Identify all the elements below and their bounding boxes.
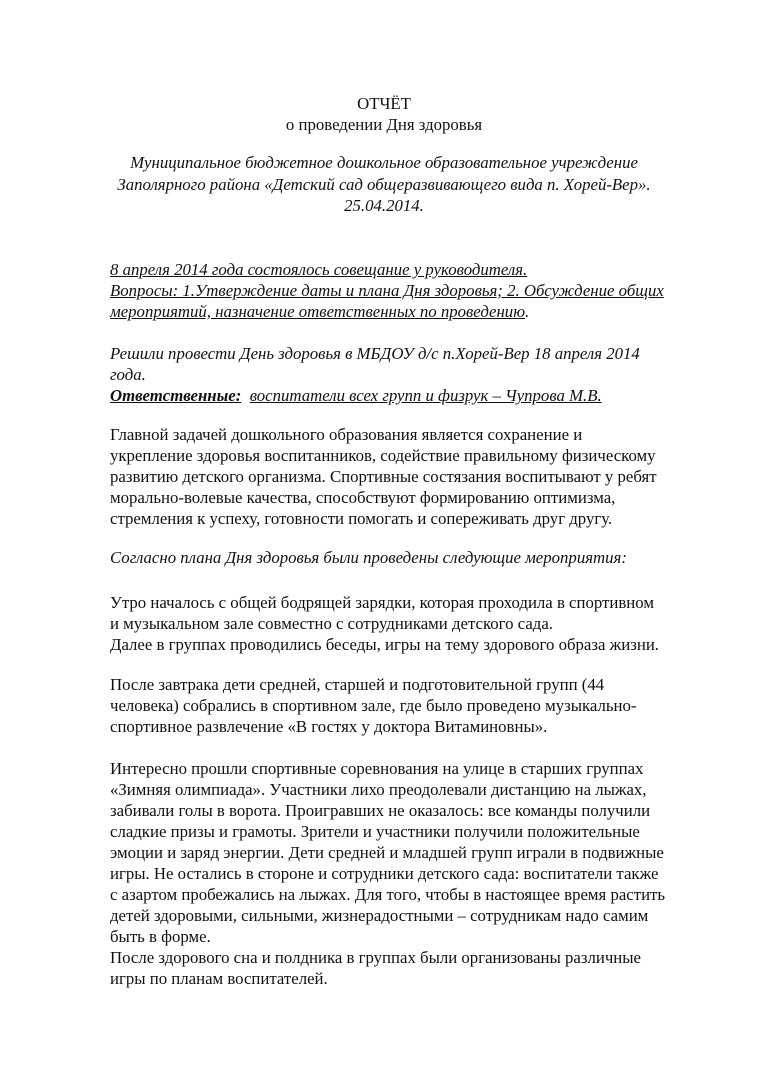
competitions-line-4: сладкие призы и грамоты. Зрители и участники получили положительные: [110, 822, 640, 841]
meeting-line-3-text: мероприятий, назначение ответственных по проведению: [110, 302, 526, 321]
decision-line-1: Решили провести День здоровья в МБДОУ д/с п.Хорей-Вер 18 апреля 2014: [110, 344, 640, 363]
goal-line-3: развитию детского организма. Спортивные состязания воспитывают у ребят: [110, 467, 657, 486]
competitions-line-3: забивали голы в ворота. Проигравших не оказалось: все команды получили: [110, 801, 651, 820]
organization-line-2: Заполярного района «Детский сад общеразвивающего вида п. Хорей-Вер».: [117, 175, 651, 194]
competitions-line-2: «Зимняя олимпиада». Участники лихо преодолевали дистанцию на лыжах,: [110, 780, 647, 799]
competitions-line-9: быть в форме.: [110, 927, 211, 946]
goal-line-5: стремления к успеху, готовности помогать и сопереживать друг другу.: [110, 509, 613, 528]
morning-line-1: Утро началось с общей бодрящей зарядки, которая проходила в спортивном: [110, 593, 654, 612]
report-date: 25.04.2014.: [344, 196, 424, 215]
breakfast-line-3: спортивное развлечение «В гостях у доктора Витаминовны».: [110, 717, 548, 736]
competitions-line-10: После здорового сна и полдника в группах были организованы различные: [110, 948, 641, 967]
competitions-line-1: Интересно прошли спортивные соревнования на улице в старших группах: [110, 759, 644, 778]
goal-line-1: Главной задачей дошкольного образования является сохранение и: [110, 425, 583, 444]
report-title: ОТЧЁТ: [357, 94, 411, 113]
competitions-line-7: с азартом пробежались на лыжах. Для того, чтобы в настоящее время растить: [110, 885, 666, 904]
breakfast-line-1: После завтрака дети средней, старшей и подготовительной групп (44: [110, 675, 605, 694]
breakfast-line-2: человека) собрались в спортивном зале, где было проведено музыкально-: [110, 696, 637, 715]
responsible-value: воспитатели всех групп и физрук – Чупрова М.В.: [249, 386, 602, 405]
plan-intro: Согласно плана Дня здоровья были проведены следующие мероприятия:: [110, 548, 627, 567]
morning-line-3: Далее в группах проводились беседы, игры на тему здорового образа жизни.: [110, 635, 660, 654]
goal-line-4: морально-волевые качества, способствуют формированию оптимизма,: [110, 488, 616, 507]
responsible-line: [110, 388, 602, 405]
report-subtitle: о проведении Дня здоровья: [285, 115, 483, 134]
meeting-line-1: 8 апреля 2014 года состоялось совещание у руководителя.: [110, 260, 528, 279]
competitions-line-6: игры. Не остались в стороне и сотрудники детского сада: воспитатели также: [110, 864, 659, 883]
meeting-line-3-tail: .: [525, 302, 530, 321]
meeting-line-2: Вопросы: 1.Утверждение даты и плана Дня здоровья; 2. Обсуждение общих: [110, 281, 664, 300]
morning-line-2: и музыкальном зале совместно с сотрудниками детского сада.: [110, 614, 553, 633]
competitions-line-5: эмоции и заряд энергии. Дети средней и младшей групп играли в подвижные: [110, 843, 664, 862]
organization-line-1: Муниципальное бюджетное дошкольное образовательное учреждение: [130, 153, 638, 172]
responsible-label: Ответственные:: [110, 386, 242, 405]
competitions-line-8: детей здоровыми, сильными, жизнерадостными – сотрудникам надо самим: [110, 906, 649, 925]
competitions-line-11: игры по планам воспитателей.: [110, 969, 328, 988]
meeting-line-3: [110, 304, 529, 321]
goal-line-2: укрепление здоровья воспитанников, содействие правильному физическому: [110, 446, 656, 465]
decision-line-2: года.: [110, 365, 146, 384]
